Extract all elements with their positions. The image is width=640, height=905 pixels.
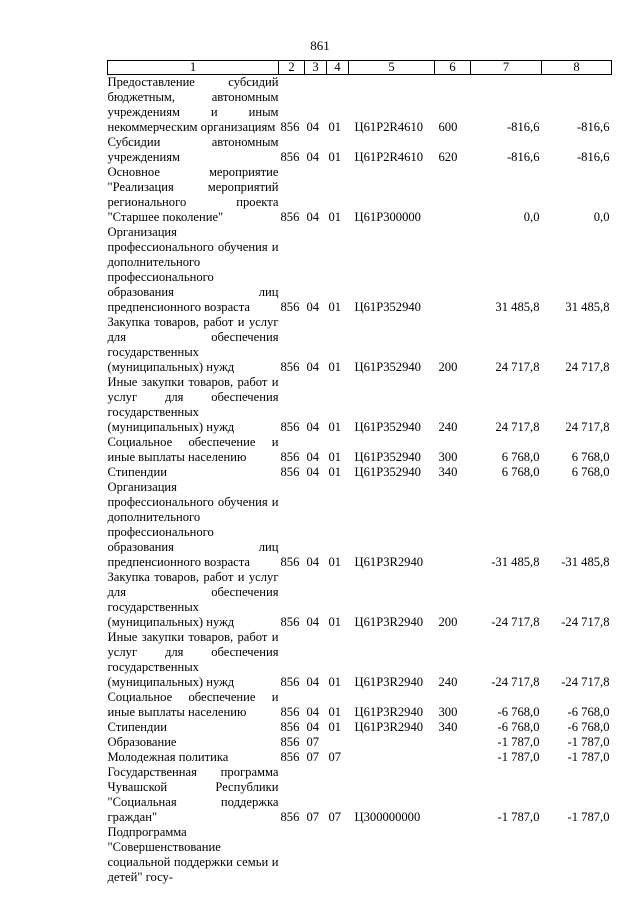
row-section-cell: 04	[306, 210, 320, 224]
row-subsection-cell: 01	[328, 615, 342, 629]
row-name-cell: Субсидии автономным учреждениям	[107, 135, 279, 164]
row-grbs-cell: 856	[280, 450, 300, 464]
row-target-article-cell: Ц300000000	[354, 810, 421, 824]
row-expense-type-cell	[435, 735, 471, 750]
row-grbs-cell: 856	[280, 750, 300, 764]
row-subsection-cell: 01	[328, 420, 342, 434]
row-amount-cell: -24 717,8	[561, 615, 610, 629]
column-header: 3	[305, 61, 327, 75]
row-name-cell: Стипендии	[107, 465, 167, 479]
row-section-cell: 04	[306, 450, 320, 464]
column-header: 5	[349, 61, 435, 75]
row-grbs-cell: 856	[280, 300, 300, 314]
row-amount-cell: -1 787,0	[497, 810, 540, 824]
table-row	[108, 75, 612, 136]
row-subsection-cell	[327, 825, 349, 885]
row-section-cell: 04	[306, 420, 320, 434]
row-name-cell: Молодежная политика	[107, 750, 229, 764]
row-amount-cell: -6 768,0	[497, 720, 540, 734]
row-amount-cell: -1 787,0	[567, 810, 610, 824]
row-expense-type-cell: 340	[438, 720, 458, 734]
row-grbs-cell: 856	[280, 735, 300, 749]
row-grbs-cell: 856	[280, 465, 300, 479]
row-amount-cell: -6 768,0	[567, 720, 610, 734]
column-header: 1	[108, 61, 279, 75]
row-grbs-cell: 856	[280, 675, 300, 689]
row-grbs-cell	[279, 825, 305, 885]
row-amount-cell: 24 717,8	[495, 420, 540, 434]
row-amount-cell: -24 717,8	[491, 675, 540, 689]
row-amount-cell: -24 717,8	[561, 675, 610, 689]
table-row	[108, 375, 612, 435]
row-section-cell	[305, 825, 327, 885]
row-grbs-cell: 856	[280, 420, 300, 434]
row-amount-cell: 24 717,8	[495, 360, 540, 374]
row-expense-type-cell: 240	[438, 675, 458, 689]
table-row	[108, 570, 612, 630]
row-expense-type-cell: 300	[438, 705, 458, 719]
page-number: 861	[310, 38, 330, 53]
row-name-cell: Подпрограмма "Совершенствование социальной поддержки семьи и детей" госу-	[107, 825, 279, 884]
row-expense-type-cell: 340	[438, 465, 458, 479]
row-amount-cell: 6 768,0	[501, 450, 540, 464]
column-header: 7	[471, 61, 542, 75]
row-target-article-cell: Ц61P3R2940	[354, 675, 424, 689]
table-row	[108, 465, 612, 480]
row-expense-type-cell: 300	[438, 450, 458, 464]
row-target-article-cell: Ц61P300000	[354, 210, 421, 224]
row-subsection-cell: 07	[328, 750, 342, 764]
row-grbs-cell: 856	[280, 720, 300, 734]
row-amount-cell: -6 768,0	[567, 705, 610, 719]
row-name-cell: Государственная программа Чувашской Республики "Социальная поддержка граждан"	[107, 765, 279, 824]
row-amount-cell: -1 787,0	[497, 750, 540, 764]
row-amount-cell: -816,6	[506, 150, 540, 164]
table-row	[108, 690, 612, 720]
row-expense-type-cell	[435, 765, 471, 825]
row-subsection-cell	[327, 735, 349, 750]
row-section-cell: 04	[306, 555, 320, 569]
row-subsection-cell: 01	[328, 120, 342, 134]
row-subsection-cell: 01	[328, 450, 342, 464]
row-amount-cell: -816,6	[576, 150, 610, 164]
table-row	[108, 750, 612, 765]
row-name-cell: Организация профессионального обучения и дополнительного профессионального образования лиц предпенсионного возраста	[107, 480, 279, 569]
row-section-cell: 04	[306, 705, 320, 719]
row-amount-cell: -816,6	[576, 120, 610, 134]
row-amount-cell: -31 485,8	[491, 555, 540, 569]
row-target-article-cell: Ц61P2R4610	[354, 120, 424, 134]
row-name-cell: Стипендии	[107, 720, 167, 734]
column-header: 4	[327, 61, 349, 75]
row-section-cell: 04	[306, 675, 320, 689]
row-amount-cell: 0,0	[593, 210, 610, 224]
row-target-article-cell: Ц61P352940	[354, 450, 421, 464]
table-header-row	[108, 61, 612, 75]
budget-table	[107, 60, 612, 885]
row-section-cell: 07	[306, 810, 320, 824]
table-row	[108, 720, 612, 735]
row-expense-type-cell: 600	[438, 120, 458, 134]
row-target-article-cell: Ц61P352940	[354, 465, 421, 479]
table-row	[108, 165, 612, 225]
row-section-cell: 07	[306, 750, 320, 764]
row-section-cell: 04	[306, 615, 320, 629]
row-name-cell: Иные закупки товаров, работ и услуг для обеспечения государственных (муниципальных) нужд	[107, 375, 279, 434]
row-target-article-cell: Ц61P352940	[354, 300, 421, 314]
row-amount-cell: 6 768,0	[571, 465, 610, 479]
row-amount-cell: 6 768,0	[501, 465, 540, 479]
row-amount-cell: 6 768,0	[571, 450, 610, 464]
row-expense-type-cell: 200	[438, 360, 458, 374]
row-name-cell: Закупка товаров, работ и услуг для обеспечения государственных (муниципальных) нужд	[107, 570, 279, 629]
row-subsection-cell: 07	[328, 810, 342, 824]
row-name-cell: Организация профессионального обучения и дополнительного профессионального образования лиц предпенсионного возраста	[107, 225, 279, 314]
row-section-cell: 07	[306, 735, 320, 749]
row-amount-cell: -31 485,8	[561, 555, 610, 569]
row-target-article-cell: Ц61P352940	[354, 420, 421, 434]
row-target-article-cell: Ц61P3R2940	[354, 555, 424, 569]
row-expense-type-cell	[435, 480, 471, 570]
row-target-article-cell: Ц61P3R2940	[354, 720, 424, 734]
row-section-cell: 04	[306, 360, 320, 374]
table-row	[108, 135, 612, 165]
row-amount-cell	[471, 825, 542, 885]
row-section-cell: 04	[306, 465, 320, 479]
row-section-cell: 04	[306, 300, 320, 314]
row-amount-cell	[542, 825, 612, 885]
row-target-article-cell: Ц61P352940	[354, 360, 421, 374]
row-expense-type-cell	[435, 825, 471, 885]
row-subsection-cell: 01	[328, 555, 342, 569]
row-amount-cell: -6 768,0	[497, 705, 540, 719]
row-target-article-cell	[349, 825, 435, 885]
row-amount-cell: 24 717,8	[565, 360, 610, 374]
row-name-cell: Иные закупки товаров, работ и услуг для обеспечения государственных (муниципальных) нужд	[107, 630, 279, 689]
table-row	[108, 630, 612, 690]
row-subsection-cell: 01	[328, 465, 342, 479]
row-amount-cell: -24 717,8	[491, 615, 540, 629]
row-subsection-cell: 01	[328, 150, 342, 164]
row-section-cell: 04	[306, 150, 320, 164]
row-subsection-cell: 01	[328, 720, 342, 734]
row-amount-cell: -816,6	[506, 120, 540, 134]
row-target-article-cell: Ц61P3R2940	[354, 615, 424, 629]
row-name-cell: Основное мероприятие "Реализация мероприятий регионального проекта "Старшее поколение"	[107, 165, 279, 224]
row-subsection-cell: 01	[328, 360, 342, 374]
row-expense-type-cell: 620	[438, 150, 458, 164]
row-grbs-cell: 856	[280, 555, 300, 569]
table-row	[108, 765, 612, 825]
column-header: 2	[279, 61, 305, 75]
row-expense-type-cell: 200	[438, 615, 458, 629]
row-grbs-cell: 856	[280, 360, 300, 374]
column-header: 8	[542, 61, 612, 75]
table-row	[108, 315, 612, 375]
table-row	[108, 225, 612, 315]
row-target-article-cell: Ц61P2R4610	[354, 150, 424, 164]
row-name-cell: Закупка товаров, работ и услуг для обеспечения государственных (муниципальных) нужд	[107, 315, 279, 374]
table-row	[108, 480, 612, 570]
row-subsection-cell: 01	[328, 300, 342, 314]
row-target-article-cell	[349, 750, 435, 765]
row-section-cell: 04	[306, 720, 320, 734]
row-name-cell: Социальное обеспечение и иные выплаты населению	[107, 435, 279, 464]
row-target-article-cell	[349, 735, 435, 750]
row-target-article-cell: Ц61P3R2940	[354, 705, 424, 719]
row-subsection-cell: 01	[328, 675, 342, 689]
row-amount-cell: 24 717,8	[565, 420, 610, 434]
table-body	[108, 75, 612, 886]
row-amount-cell: 0,0	[523, 210, 540, 224]
column-header: 6	[435, 61, 471, 75]
row-amount-cell: -1 787,0	[497, 735, 540, 749]
row-subsection-cell: 01	[328, 210, 342, 224]
row-grbs-cell: 856	[280, 615, 300, 629]
row-grbs-cell: 856	[280, 705, 300, 719]
row-grbs-cell: 856	[280, 150, 300, 164]
table-row	[108, 435, 612, 465]
row-grbs-cell: 856	[280, 210, 300, 224]
row-expense-type-cell	[435, 750, 471, 765]
row-name-cell: Образование	[107, 735, 177, 749]
row-expense-type-cell	[435, 225, 471, 315]
row-expense-type-cell: 240	[438, 420, 458, 434]
row-grbs-cell: 856	[280, 810, 300, 824]
row-amount-cell: 31 485,8	[565, 300, 610, 314]
row-section-cell: 04	[306, 120, 320, 134]
row-amount-cell: 31 485,8	[495, 300, 540, 314]
row-amount-cell: -1 787,0	[567, 750, 610, 764]
row-expense-type-cell	[435, 165, 471, 225]
table-row	[108, 735, 612, 750]
row-name-cell: Социальное обеспечение и иные выплаты населению	[107, 690, 279, 719]
row-grbs-cell: 856	[280, 120, 300, 134]
table-row	[108, 825, 612, 885]
row-name-cell: Предоставление субсидий бюджетным, автономным учреждениям и иным некоммерческим организациям	[107, 75, 279, 134]
row-amount-cell: -1 787,0	[567, 735, 610, 749]
row-subsection-cell: 01	[328, 705, 342, 719]
